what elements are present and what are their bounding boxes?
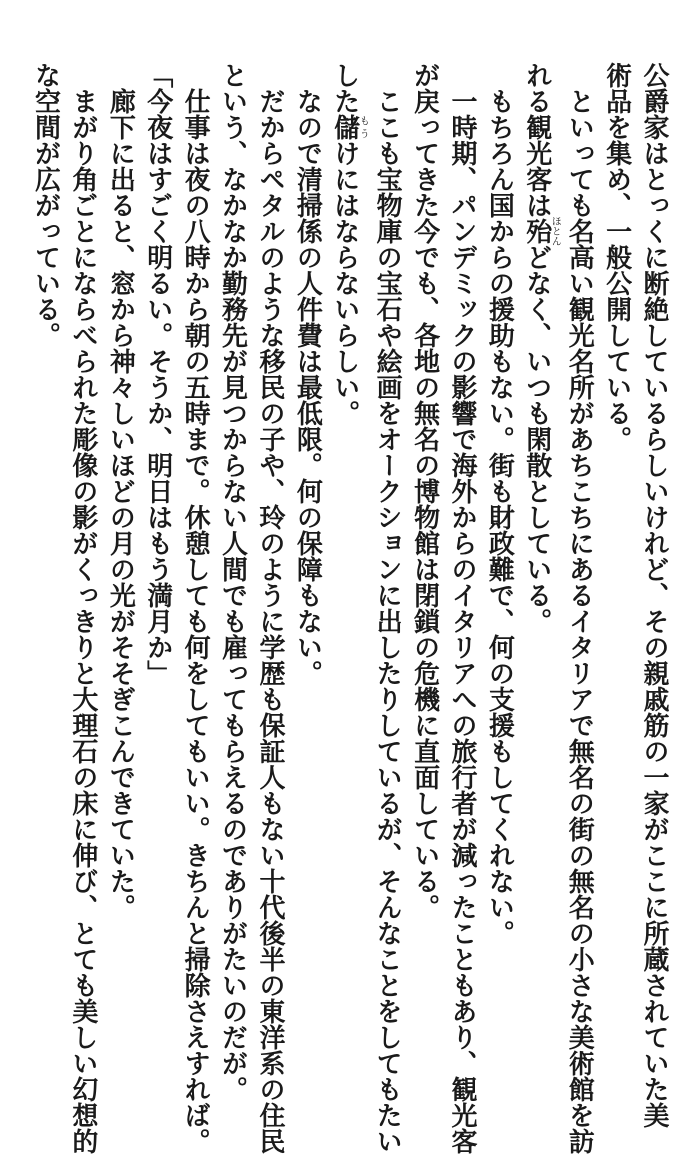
text-line: 廊下に出ると、窓から神々しいほどの月の光がそそぎこんできていた。 [105,62,136,920]
text-fragment: した [329,62,360,114]
ruby-reading: ほとん [549,216,561,246]
text-line: が戻ってきた今でも、各地の無名の博物館は閉鎖の危機に直面している。 [409,62,440,920]
text-line: 公爵家はとっくに断絶しているらしいけれど、その親戚筋の一家がここに所蔵されていた美 [639,62,669,1128]
ruby-hotondo: 殆ほとん [521,216,561,246]
text-line: 「今夜はすごく明るい。そうか、明日はもう満月か」 [142,62,173,686]
text-line: な空間が広がっている。 [30,62,61,348]
text-fragment: どなく、いつも閑散としている。 [521,244,552,634]
text-line: という、なかなか勤務先が見つからない人間でも雇ってもらえるのでありがたいのだが。 [217,62,248,1102]
text-fragment: れる観光客は [521,62,552,218]
text-line: 術品を集め、一般公開している。 [601,62,632,452]
ruby-reading: もう [357,114,369,140]
ruby-mou: 儲もう [329,114,369,140]
text-line-with-ruby [325,62,367,962]
text-line: もちろん国からの援助もない。街も財政難で、何の支援もしてくれない。 [484,62,515,946]
text-line: ここも宝物庫の宝石や絵画をオークションに出したりしているが、そんなことをしてもたい [372,62,403,1154]
text-line: まがり角ごとにならべられた彫像の影がくっきりと大理石の床に伸び、とても美しい幻想的 [67,62,98,1154]
text-line-with-ruby [517,62,559,962]
vertical-text-body [26,62,672,1154]
text-line: といっても名高い観光名所があちこちにあるイタリアで無名の街の無名の小さな美術館を訪 [564,62,595,1154]
text-line: 仕事は夜の八時から朝の五時まで。休憩しても何をしてもいい。きちんと掃除さえすれば。 [180,62,211,1154]
text-line: 一時期、パンデミックの影響で海外からのイタリアへの旅行者が減ったこともあり、観光客 [446,62,477,1154]
text-line: なので清掃係の人件費は最低限。何の保障もない。 [292,62,323,686]
text-line: だからペタルのような移民の子や、玲のように学歴も保証人もない十代後半の東洋系の住民 [254,62,285,1154]
text-fragment: けにはならないらしい。 [329,140,360,426]
